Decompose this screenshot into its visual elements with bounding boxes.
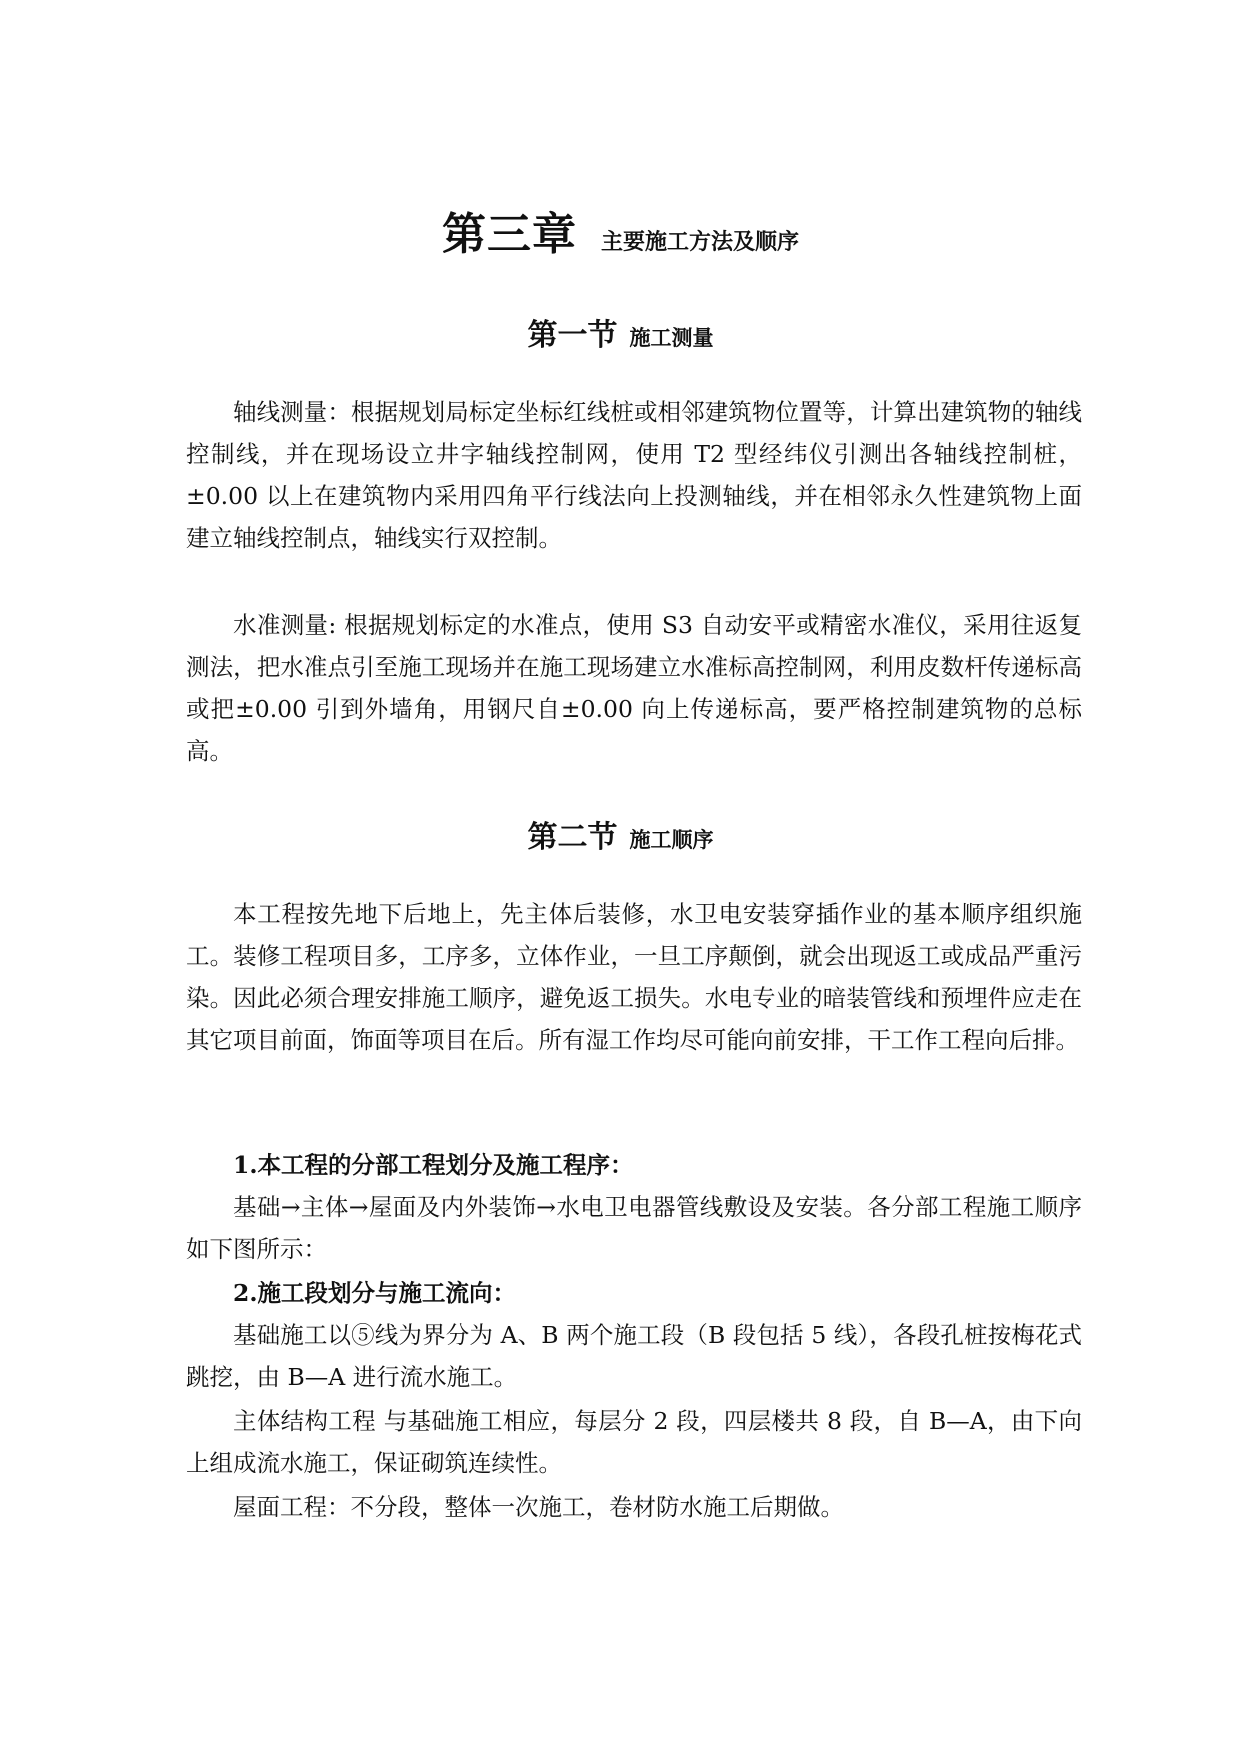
- section-title-1: [0, 310, 1241, 354]
- paragraph-division-procedure: 基础→主体→屋面及内外装饰→水电卫电器管线敷设及安装。各分部工程施工顺序如下图所示：: [186, 1193, 1082, 1263]
- section-number: 第二节: [527, 820, 618, 855]
- chapter-title: [0, 198, 1241, 262]
- paragraph-axis-survey: 轴线测量：根据规划局标定坐标红线桩或相邻建筑物位置等，计算出建筑物的轴线控制线，并在现场设立井字轴线控制网，使用 T2 型经纬仪引测出各轴线控制桩，±0.00 以上在建筑物内采用四角平行线法向上投测轴线，并在相邻永久性建筑物上面建立轴线控制点，轴线实行双控制。: [186, 398, 1082, 552]
- subheading-division: 1.本工程的分部工程划分及施工程序：: [233, 1151, 634, 1179]
- section-title-2: [0, 812, 1241, 856]
- section-name: 施工顺序: [629, 828, 714, 852]
- paragraph-foundation-segments: 基础施工以⑤线为界分为 A、B 两个施工段（B 段包括 5 线），各段孔桩按梅花式跳挖，由 B—A 进行流水施工。: [186, 1321, 1082, 1391]
- subheading-segments: 2.施工段划分与施工流向：: [233, 1279, 517, 1307]
- section-number: 第一节: [527, 318, 618, 353]
- paragraph-level-survey: 水准测量: 根据规划标定的水准点，使用 S3 自动安平或精密水准仪，采用往返复测法，把水准点引至施工现场并在施工现场建立水准标高控制网，利用皮数杆传递标高或把±0.00 引到外墙角，用钢尺自±0.00 向上传递标高，要严格控制建筑物的总标高。: [186, 611, 1082, 765]
- paragraph-roofing: 屋面工程：不分段，整体一次施工，卷材防水施工后期做。: [233, 1493, 844, 1521]
- chapter-number: 第三章: [441, 209, 577, 260]
- chapter-name: 主要施工方法及顺序: [600, 230, 799, 255]
- paragraph-main-structure: 主体结构工程 与基础施工相应，每层分 2 段，四层楼共 8 段，自 B—A，由下向上组成流水施工，保证砌筑连续性。: [186, 1407, 1082, 1477]
- paragraph-sequence-intro: 本工程按先地下后地上，先主体后装修，水卫电安装穿插作业的基本顺序组织施工。装修工程项目多，工序多，立体作业，一旦工序颠倒，就会出现返工或成品严重污染。因此必须合理安排施工顺序，避免返工损失。水电专业的暗装管线和预埋件应走在其它项目前面，饰面等项目在后。所有湿工作均尽可能向前安排，干工作工程向后排。: [186, 900, 1082, 1054]
- section-name: 施工测量: [629, 326, 714, 350]
